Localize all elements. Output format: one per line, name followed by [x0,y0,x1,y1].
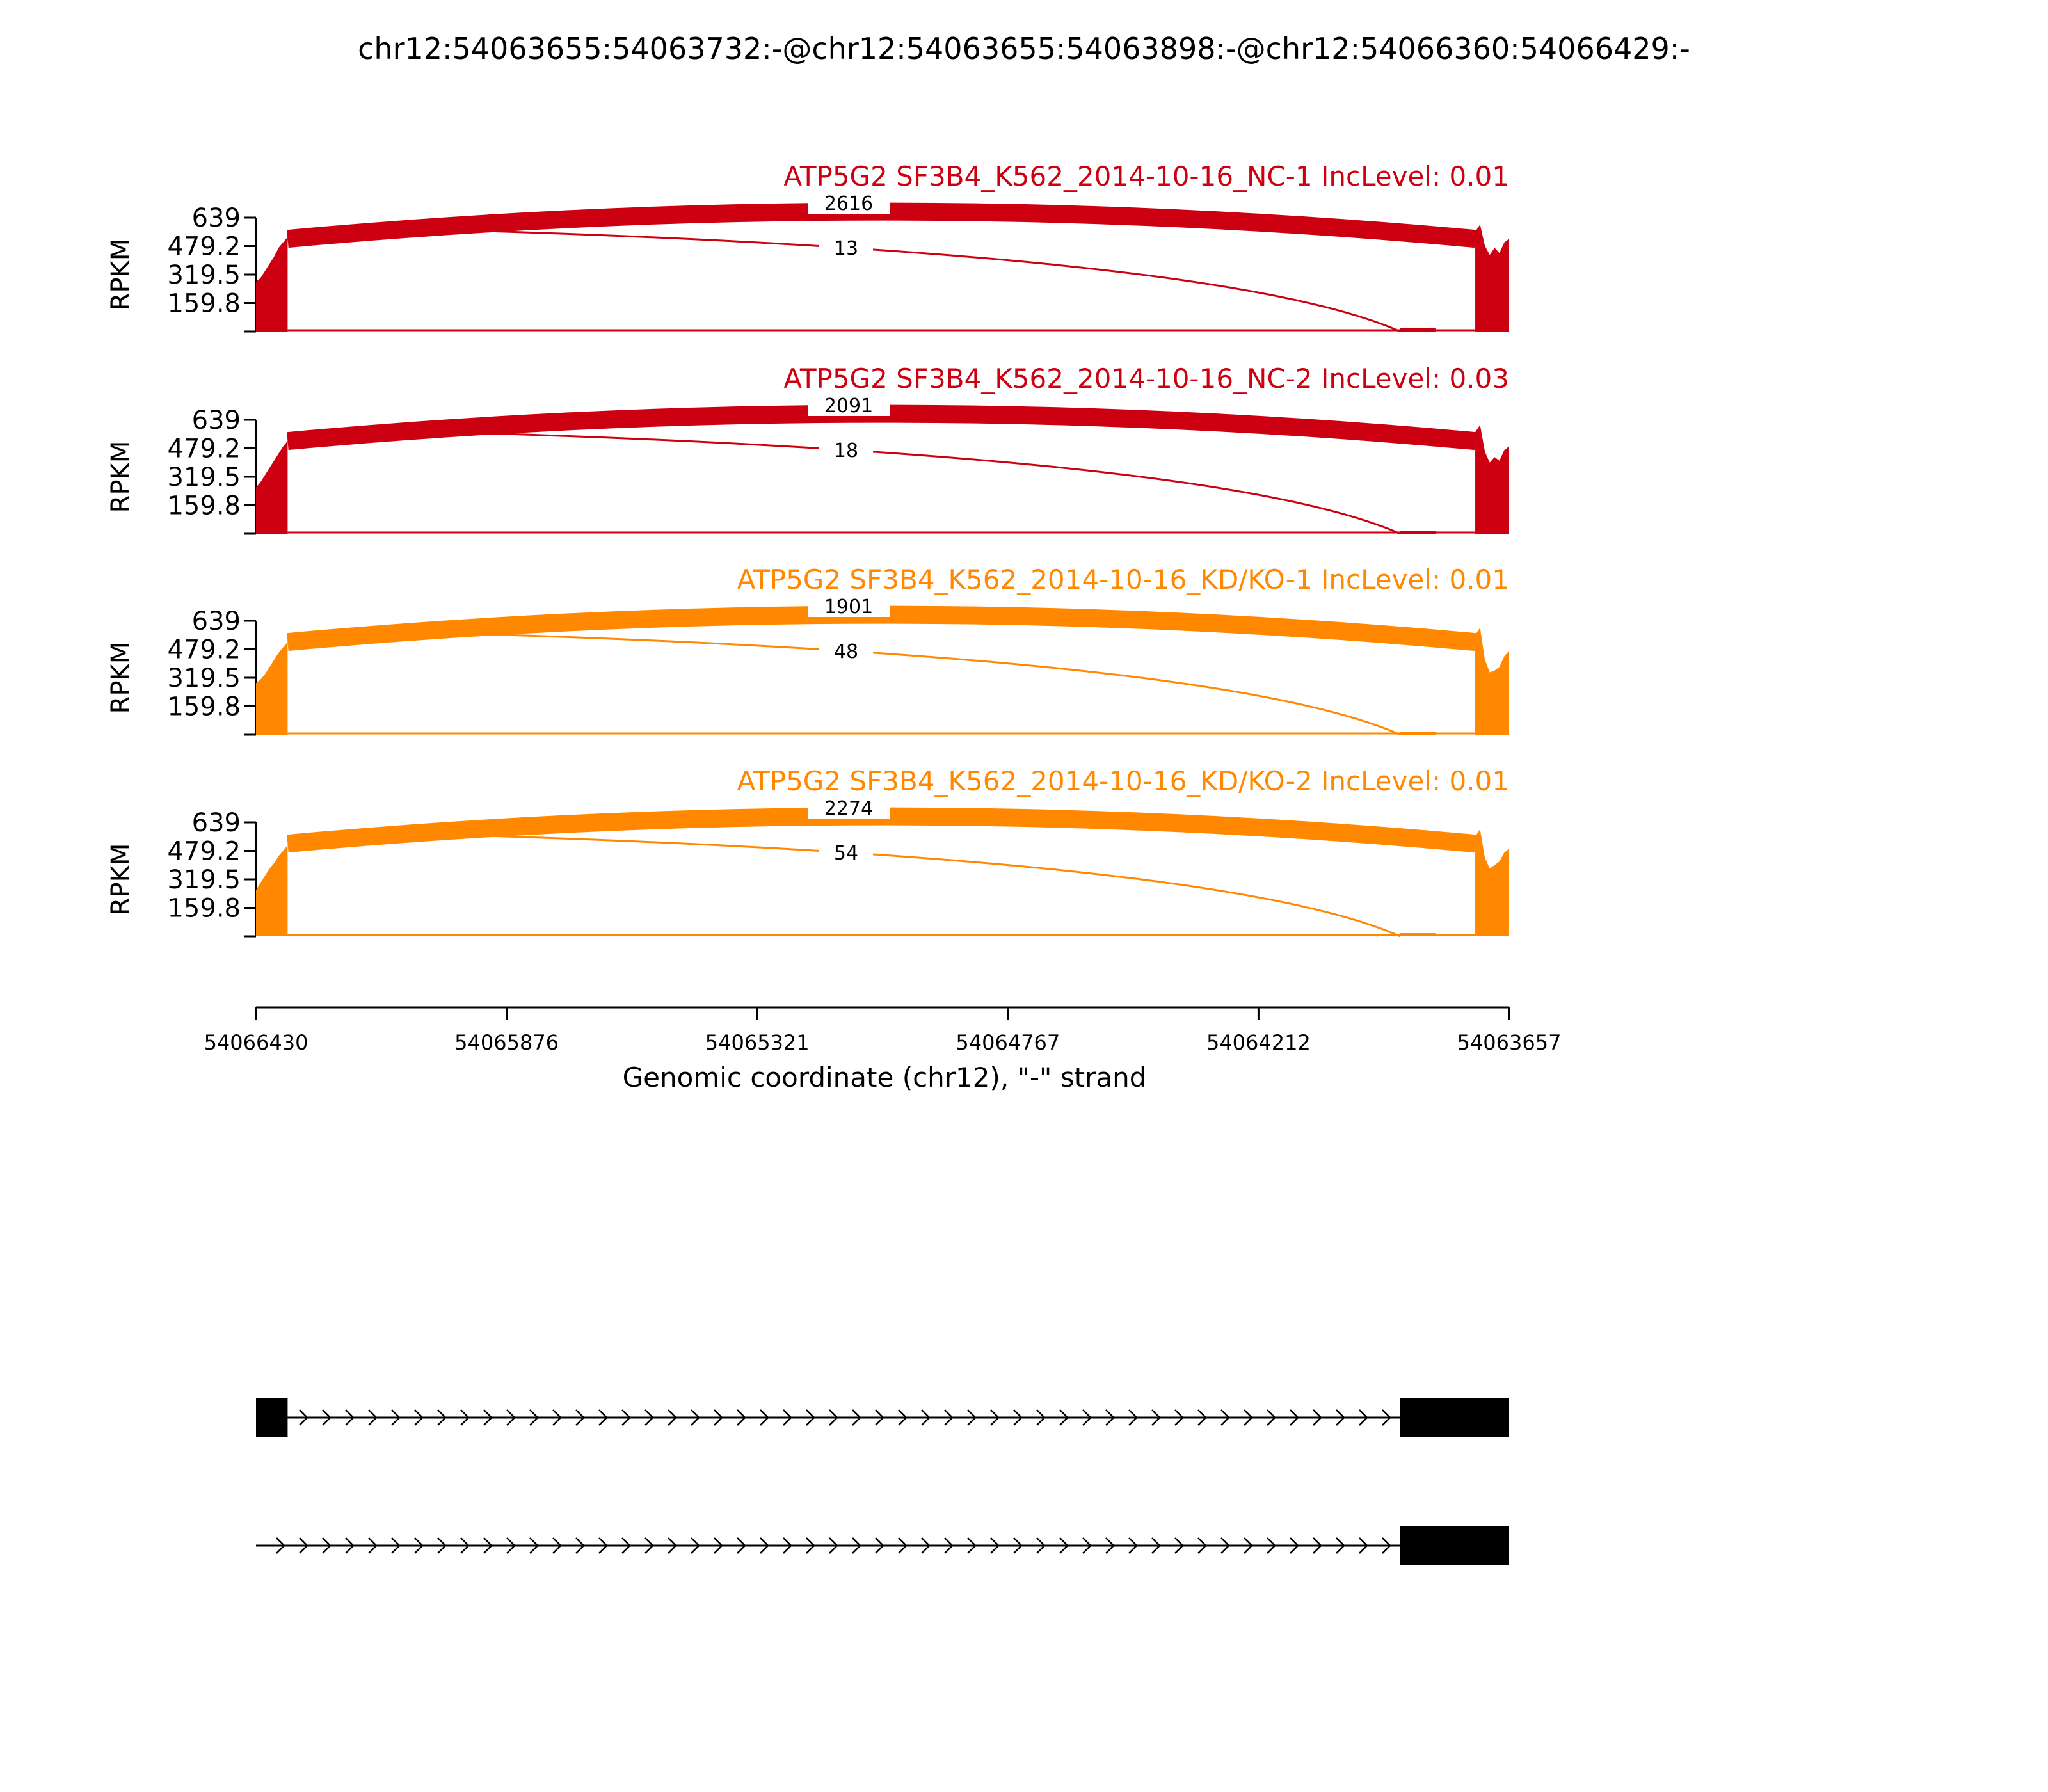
x-axis [204,1007,1562,1093]
coverage-upstream-exon [256,441,287,534]
y-tick-label: 639 [191,607,241,636]
panel-1 [106,161,1509,332]
y-tick-label: 639 [191,808,241,838]
y-tick-label: 639 [191,204,241,233]
y-axis-label: RPKM [106,843,136,916]
coverage-downstream-exon [1475,425,1509,534]
inclusion-junction-arc [287,212,1475,239]
y-tick-label: 159.8 [167,491,241,521]
coverage-upstream-exon [256,845,287,936]
coverage-middle-exon [1400,531,1436,534]
coverage-panels [106,161,1509,936]
x-axis-label: Genomic coordinate (chr12), "-" strand [622,1062,1147,1093]
y-tick-label: 639 [191,406,241,435]
x-tick-label: 54065876 [454,1030,559,1055]
skipping-junction-count: 13 [833,237,859,260]
y-tick-label: 319.5 [167,260,241,290]
skipping-junction-arc [384,833,1400,936]
skipping-junction-arc [384,228,1400,332]
exon-block [1400,1526,1509,1565]
y-tick-label: 319.5 [167,463,241,492]
y-tick-label: 159.8 [167,893,241,924]
inclusion-junction-count: 2616 [824,193,874,215]
skipping-isoform [256,1526,1509,1565]
figure-title: chr12:54063655:54063732:-@chr12:54063655:54063898:-@chr12:54066360:54066429:- [358,31,1690,66]
coverage-upstream-exon [256,642,287,735]
inclusion-junction-count: 2274 [824,797,874,820]
inclusion-isoform [256,1398,1509,1437]
skipping-junction-count: 54 [833,842,859,865]
isoform-track [256,1398,1509,1565]
y-tick-label: 479.2 [167,434,241,464]
panel-3 [106,564,1509,735]
inclusion-junction-arc [287,414,1475,442]
sample-label: ATP5G2 SF3B4_K562_2014-10-16_KD/KO-2 IncLevel: 0.01 [737,765,1509,797]
sample-label: ATP5G2 SF3B4_K562_2014-10-16_KD/KO-1 IncLevel: 0.01 [737,564,1509,595]
y-axis-label: RPKM [106,641,136,714]
inclusion-junction-arc [287,817,1475,844]
panel-2 [106,363,1509,534]
skipping-junction-count: 18 [833,440,859,462]
y-tick-label: 479.2 [167,635,241,665]
y-axis-label: RPKM [106,238,136,311]
y-tick-label: 319.5 [167,664,241,693]
y-axis-label: RPKM [106,440,136,513]
coverage-downstream-exon [1475,225,1509,332]
y-tick-label: 479.2 [167,836,241,867]
x-tick-label: 54066430 [204,1030,308,1055]
sample-label: ATP5G2 SF3B4_K562_2014-10-16_NC-2 IncLevel: 0.03 [783,363,1509,394]
exon-block [256,1398,287,1437]
x-tick-label: 54065321 [705,1030,810,1055]
inclusion-junction-count: 2091 [824,395,874,417]
y-tick-label: 159.8 [167,289,241,319]
inclusion-junction-count: 1901 [824,596,874,618]
x-tick-label: 54063657 [1457,1030,1562,1055]
coverage-middle-exon [1400,933,1436,936]
coverage-middle-exon [1400,328,1436,332]
skipping-junction-arc [384,430,1400,534]
coverage-downstream-exon [1475,829,1509,936]
x-tick-label: 54064212 [1206,1030,1311,1055]
y-tick-label: 479.2 [167,232,241,262]
sample-label: ATP5G2 SF3B4_K562_2014-10-16_NC-1 IncLevel: 0.01 [783,161,1509,192]
x-tick-label: 54064767 [956,1030,1060,1055]
exon-block [1400,1398,1509,1437]
y-tick-label: 319.5 [167,865,241,895]
skipping-junction-count: 48 [833,641,859,663]
inclusion-junction-arc [287,615,1475,643]
skipping-junction-arc [384,631,1400,735]
panel-4 [106,765,1509,936]
coverage-middle-exon [1400,732,1436,735]
y-tick-label: 159.8 [167,692,241,722]
coverage-downstream-exon [1475,628,1509,735]
coverage-upstream-exon [256,237,287,332]
